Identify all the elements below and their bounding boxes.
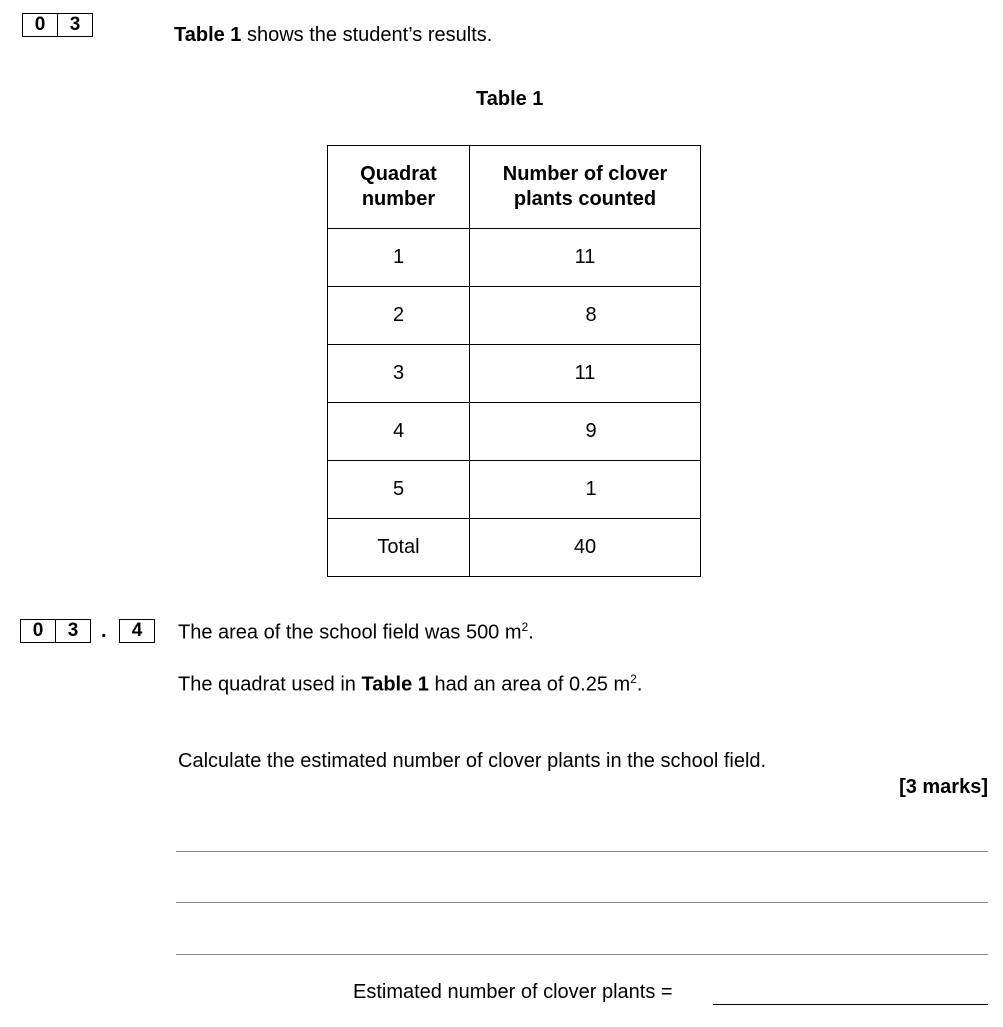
table-header-row xyxy=(328,146,701,229)
table-row xyxy=(328,287,701,345)
results-table xyxy=(327,145,701,577)
unit-superscript: 2 xyxy=(521,620,529,634)
working-line[interactable] xyxy=(176,902,988,903)
question-number-digit: 0 xyxy=(34,14,46,35)
count-cell: 9 xyxy=(470,403,701,461)
intro-text: shows the student’s results. xyxy=(241,24,493,46)
quadrat-area-statement xyxy=(178,672,642,697)
total-label-cell: Total xyxy=(328,519,470,577)
table-row xyxy=(328,461,701,519)
table-reference: Table 1 xyxy=(361,673,429,696)
table-row xyxy=(328,403,701,461)
table-row xyxy=(328,229,701,287)
quadrat-cell: 5 xyxy=(328,461,470,519)
part-separator: . xyxy=(101,620,107,642)
answer-line[interactable] xyxy=(713,1004,988,1005)
working-line[interactable] xyxy=(176,851,988,852)
quadrat-cell: 2 xyxy=(328,287,470,345)
answer-label: Estimated number of clover plants = xyxy=(353,981,673,1003)
statement-text: The quadrat used in xyxy=(178,673,362,696)
table-row xyxy=(328,345,701,403)
column-header-quadrat: Quadrat number xyxy=(328,146,470,229)
statement-end: . xyxy=(636,673,643,696)
table-total-row xyxy=(328,519,701,577)
count-cell: 1 xyxy=(470,461,701,519)
part-number-digit: 3 xyxy=(55,620,90,642)
unit-superscript: 2 xyxy=(630,672,637,686)
quadrat-cell: 4 xyxy=(328,403,470,461)
question-intro xyxy=(174,24,492,47)
statement-text: had an area of 0.25 m xyxy=(428,673,631,696)
table-title: Table 1 xyxy=(476,88,544,110)
question-number-box xyxy=(22,13,93,37)
quadrat-cell: 1 xyxy=(328,229,470,287)
marks-label: [3 marks] xyxy=(899,776,988,798)
column-header-count: Number of clover plants counted xyxy=(470,146,701,229)
part-number-box xyxy=(20,619,91,643)
part-number-digit: 0 xyxy=(32,620,44,641)
table-reference: Table 1 xyxy=(174,24,242,46)
count-cell: 11 xyxy=(470,345,701,403)
field-area-statement xyxy=(178,620,534,645)
total-value-cell: 40 xyxy=(470,519,701,577)
count-cell: 11 xyxy=(470,229,701,287)
working-line[interactable] xyxy=(176,954,988,955)
statement-end: . xyxy=(528,621,534,644)
instruction-text: Calculate the estimated number of clover plants in the school field. xyxy=(178,750,767,772)
question-number-digit: 3 xyxy=(57,14,92,36)
statement-text: The area of the school field was 500 m xyxy=(178,621,522,644)
quadrat-cell: 3 xyxy=(328,345,470,403)
sub-part-number-box xyxy=(119,619,155,643)
count-cell: 8 xyxy=(470,287,701,345)
sub-part-digit: 4 xyxy=(131,620,143,641)
